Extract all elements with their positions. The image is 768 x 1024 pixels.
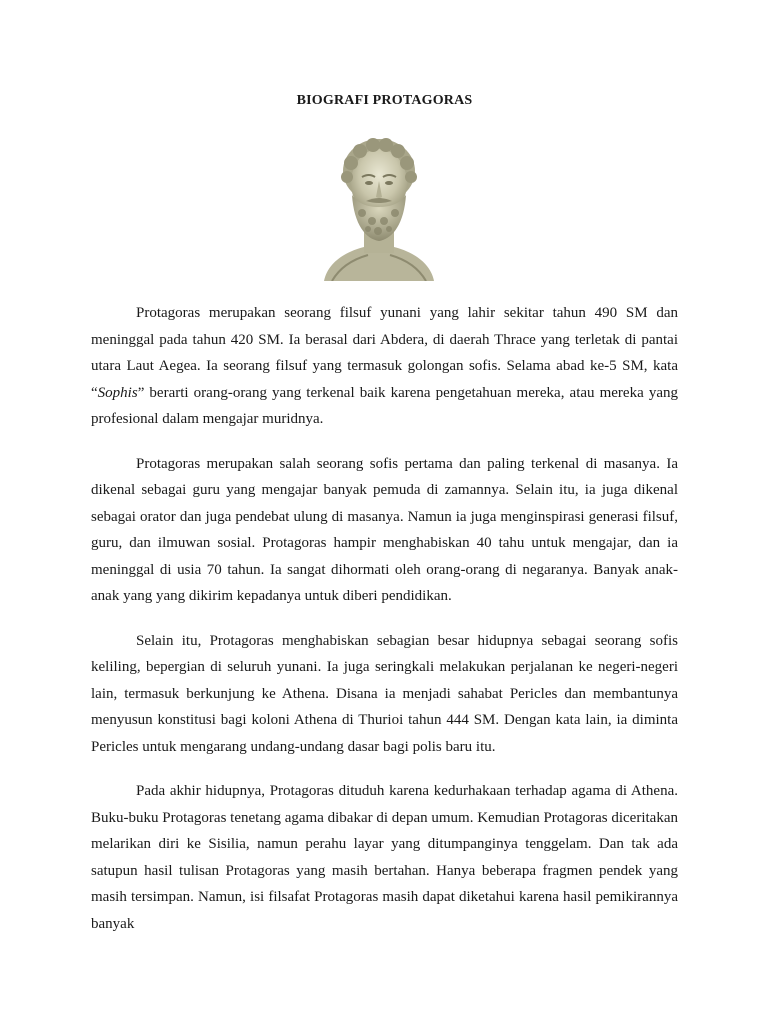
paragraph-3: Selain itu, Protagoras menghabiskan sebagian besar hidupnya sebagai seorang sofis keliling, bepergian di seluruh yunani. Ia juga seringkali melakukan perjalanan ke negeri-negeri lain, termasuk berkunjung ke Athena. Disana ia menjadi sahabat Pericles dan membantunya menyusun konstitusi bagi koloni Athena di Thurioi tahun 444 SM. Dengan kata lain, ia diminta Pericles untuk mengarang undang-undang dasar bagi polis baru itu. — [91, 632, 678, 755]
paragraph-4: Pada akhir hidupnya, Protagoras dituduh karena kedurhakaan terhadap agama di Athena. Buku-buku Protagoras tenetang agama dibakar di depan umum. Kemudian Protagoras diceritakan melarikan diri ke Sisilia, namun perahu layar yang ditumpanginya tenggelam. Dan tak ada satupun hasil tulisan Protagoras yang masih bertahan. Hanya beberapa fragmen pendek yang masih tersimpan. Namun, isi filsafat Protagoras masih dapat diketahui karena hasil pemikirannya banyak — [91, 783, 678, 932]
protagoras-bust-image — [318, 133, 440, 281]
article-body — [91, 300, 678, 955]
paragraph-1-text: Protagoras merupakan seorang filsuf yunani yang lahir sekitar tahun 490 SM dan meninggal pada tahun 420 SM. Ia berasal dari Abdera, di daerah Thrace yang terletak di pantai utara Laut Aegea. Ia seorang filsuf yang termasuk golongan sofis. Selama abad ke-5 SM, kata — [91, 305, 678, 374]
paragraph-1-continuation: ” berarti orang-orang yang terkenal baik karena pengetahuan mereka, atau mereka yang profesional dalam mengajar muridnya. — [91, 384, 678, 427]
page-title: BIOGRAFI PROTAGORAS — [296, 93, 473, 108]
paragraph-1 — [91, 300, 678, 433]
sophis-term: Sophis — [97, 384, 138, 401]
quote-open: “ — [91, 384, 98, 401]
document-page — [91, 0, 678, 1024]
paragraph-2: Protagoras merupakan salah seorang sofis pertama dan paling terkenal di masanya. Ia dikenal sebagai guru yang mengajar banyak pemuda di zamannya. Selain itu, ia juga dikenal sebagai orator dan juga pendebat ulung di masanya. Namun ia juga menginspirasi generasi filsuf, guru, dan ilmuwan sosial. Protagoras hampir menghabiskan 40 tahu untuk mengajar, dan ia meninggal di usia 70 tahun. Ia sangat dihormati oleh orang-orang di negaranya. Banyak anak-anak yang yang dikirim kepadanya untuk diberi pendidikan. — [91, 455, 678, 604]
